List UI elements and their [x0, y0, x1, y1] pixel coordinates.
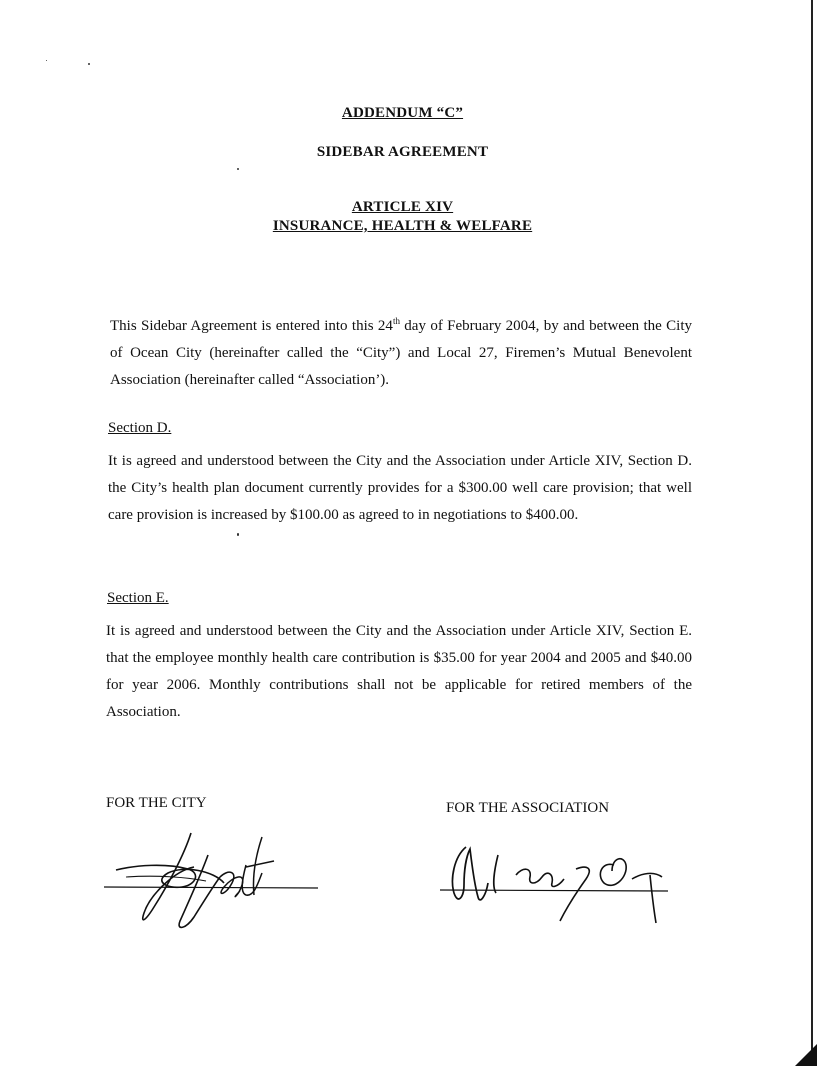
section-e-title: Section E. — [107, 590, 169, 606]
intro-ordinal-suffix: th — [392, 316, 400, 326]
association-signature-label: FOR THE ASSOCIATION — [446, 800, 610, 816]
page-corner-fold — [795, 1044, 817, 1066]
agreement-title: SIDEBAR AGREEMENT — [316, 144, 489, 160]
article-number: ARTICLE XIV — [351, 199, 454, 215]
city-signature-label: FOR THE CITY — [106, 795, 207, 811]
scan-speck — [88, 63, 90, 65]
section-e-body: It is agreed and understood between the City and the Association under Article XIV, Section E. that the employee monthly health care contribution is $35.00 for year 2004 and 2005 and $40.00 for year 2006. Monthly contributions shall not be applicable for retired members of the Association. — [106, 623, 692, 720]
scan-speck — [237, 168, 239, 170]
article-subject: INSURANCE, HEALTH & WELFARE — [272, 218, 533, 234]
city-signature — [96, 825, 326, 940]
scan-speck — [237, 533, 239, 536]
addendum-title: ADDENDUM “C” — [341, 105, 464, 121]
scan-speck — [46, 60, 47, 61]
intro-text-end: day of February 2004, by and between the City of Ocean City (hereinafter called the “City”) and Local 27, Firemen’s Mutual Benevolent Association (hereinafter called “Association’). — [110, 318, 692, 388]
scan-edge — [811, 0, 813, 1066]
intro-text-start: This Sidebar Agreement is entered into this 24 — [110, 318, 393, 334]
intro-paragraph — [110, 308, 692, 394]
association-signature — [436, 835, 681, 930]
section-d-title: Section D. — [108, 420, 172, 436]
section-d-body: It is agreed and understood between the City and the Association under Article XIV, Section D. the City’s health plan document currently provides for a $300.00 well care provision; that well care provision is increased by $100.00 as agreed to in negotiations to $400.00. — [108, 453, 692, 523]
